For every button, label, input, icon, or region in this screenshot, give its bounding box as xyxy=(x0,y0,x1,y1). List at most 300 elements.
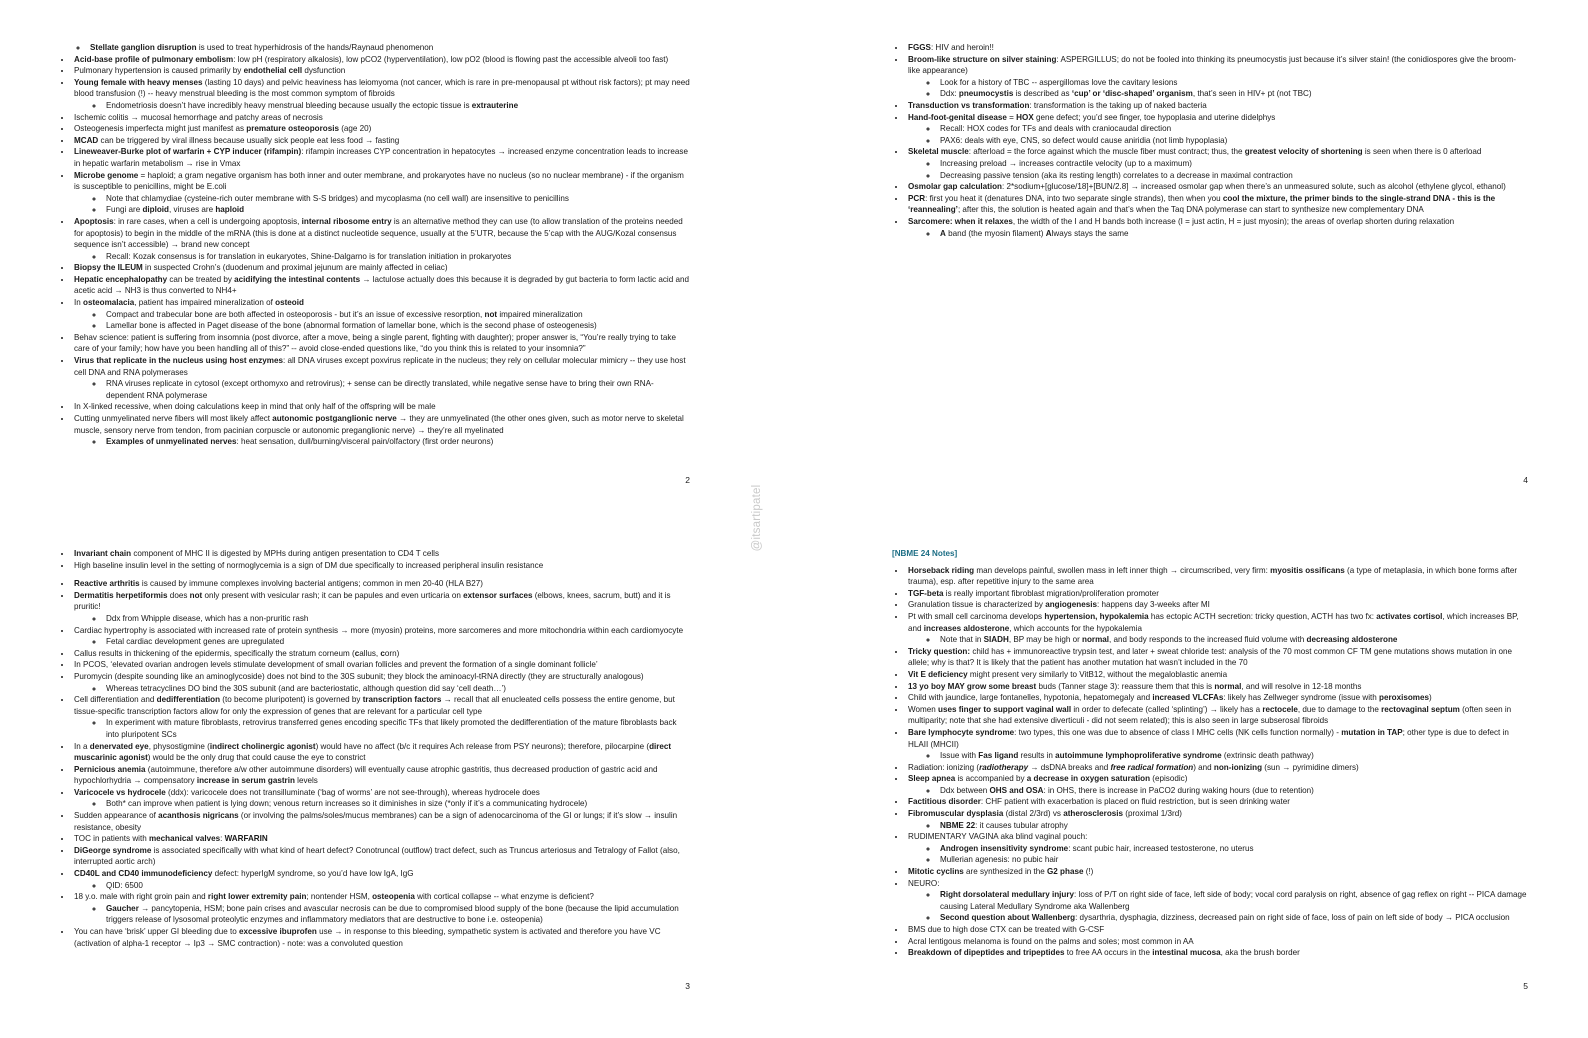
bold-term: 13 yo boy MAY grow some breast xyxy=(908,681,1037,691)
note-text: : first you heat it (denatures DNA, into two separate single strands), then when you xyxy=(925,193,1223,203)
note-text: is seen when there is 0 afterload xyxy=(1362,147,1482,157)
note-text: Radiation: ionizing ( xyxy=(908,762,980,772)
note-text: (proximal 1/3rd) xyxy=(1123,809,1182,819)
note-text: results in xyxy=(1018,751,1056,761)
bullet-item xyxy=(72,274,690,297)
note-text: Sudden appearance of xyxy=(74,811,159,821)
note-text: Cardiac hypertrophy is associated with increased rate of protein synthesis → more (myosin) proteins, more sarcomeres and more mitochondria within each cardiomyocyte xyxy=(74,625,684,635)
note-text: RUDIMENTARY VAGINA aka blind vaginal pouch: xyxy=(908,832,1088,842)
sub-bullet-item xyxy=(938,843,1528,855)
note-text: is associated specifically with what kind of heart defect? Conotruncal (outflow) tract defect, such as Truncus arteriosus and Tetralogy of Fallot (also, interrupted aortic arch) xyxy=(74,845,680,867)
bold-term: transcription factors xyxy=(362,695,442,705)
note-text: , the width of the I and H bands both increase (I = just actin, H = just myosin); the areas of overlap shorten during relaxation xyxy=(1012,216,1455,226)
bold-term: non-ionizing xyxy=(1213,762,1263,772)
note-text: dysfunction xyxy=(302,66,346,76)
note-text: does xyxy=(167,590,190,600)
bold-term: SIADH xyxy=(983,635,1009,645)
bullet-item xyxy=(906,866,1528,878)
sub-bullet-item xyxy=(938,889,1528,912)
note-text: BMS due to high dose CTX can be treated with G-CSF xyxy=(908,925,1105,934)
page-3 xyxy=(58,548,690,994)
bullet-item xyxy=(906,947,1528,959)
bold-term: DiGeorge syndrome xyxy=(74,845,152,855)
note-text: : two types, this one was due to absence of class I MHC cells (NK cells function normally) - xyxy=(1014,727,1342,737)
sub-bullet-item xyxy=(938,228,1528,240)
bold-term: Lineweaver-Burke plot of warfarin + CYP inducer (rifampin) xyxy=(74,147,302,157)
note-text: High baseline insulin level in the setting of normoglycemia is a sign of DM due specifically to increased peripheral insulin resistance xyxy=(74,560,544,570)
note-text: lways stays the same xyxy=(1051,228,1129,238)
bullet-item xyxy=(906,42,1528,54)
note-text: In xyxy=(74,298,83,308)
bold-term: Biopsy the ILEUM xyxy=(74,263,143,273)
note-text: has ectopic ACTH secretion: tricky question, ACTH has two fx: xyxy=(1148,611,1377,621)
note-text: , which increases BP, and xyxy=(908,611,1519,633)
bold-term: peroxisomes xyxy=(1379,693,1429,703)
note-text: , viruses are xyxy=(168,205,216,215)
page-number: 2 xyxy=(685,475,690,485)
note-text: : it causes tubular atrophy xyxy=(975,820,1068,830)
bullet-item xyxy=(906,831,1528,866)
note-text: (distal 2/3rd) vs xyxy=(1003,809,1064,819)
note-text: : heat sensation, dull/burning/visceral pain/olfactory (first order neurons) xyxy=(236,437,494,447)
note-text: is described as xyxy=(1013,89,1072,99)
note-text: Osteogenesis imperfecta might just manifest as xyxy=(74,124,247,134)
page-number: 4 xyxy=(1523,475,1528,485)
note-text: is really important fibroblast migration/proliferation promoter xyxy=(943,588,1160,598)
page-4 xyxy=(892,42,1528,488)
bold-term: internal ribosome entry xyxy=(301,216,392,226)
bold-term: c xyxy=(354,648,360,658)
note-text: ; after this, the solution is heated again and that’s when the Taq DNA polymerase can start to synthesize new complementary DNA xyxy=(957,205,1424,215)
sub-bullet-list xyxy=(74,436,690,448)
bold-term: MCAD xyxy=(74,135,99,145)
note-text: You can have ‘brisk’ upper GI bleeding due to xyxy=(74,927,239,936)
bold-term: Right dorsolateral medullary injury xyxy=(940,890,1075,900)
bold-term: Vit E deficiency xyxy=(908,669,968,679)
note-text: , that’s seen in HIV+ pt (not TBC) xyxy=(1192,89,1312,99)
bold-term: extensor surfaces xyxy=(463,590,533,600)
bullet-item xyxy=(72,297,690,332)
sub-bullet-list xyxy=(74,798,690,810)
bullet-item xyxy=(906,112,1528,147)
sub-bullet-item xyxy=(104,717,690,740)
note-text: Granulation tissue is characterized by xyxy=(908,600,1046,610)
bold-term: increases aldosterone xyxy=(923,623,1010,633)
note-text: → recall that all enucleated cells possess the entire genome, but tissue-specific transcription factors allow for only the expression of genes that are relevant for a particular cell type xyxy=(74,695,675,716)
sub-bullet-item xyxy=(938,912,1528,924)
page-number: 5 xyxy=(1523,981,1528,991)
bold-term: Sleep apnea xyxy=(908,774,956,784)
note-text: : in rare cases, when a cell is undergoing apoptosis, xyxy=(113,216,302,226)
note-text: (extrinsic death pathway) xyxy=(1221,751,1314,761)
note-text: : HIV and heroin!! xyxy=(930,43,994,52)
note-text: : loss of P/T on right side of face, left side of body; vocal cord paralysis on right, absence of gag reflex on right -- PICA damage causing Lateral Medullary Syndrome aka Wallenberg xyxy=(940,890,1527,911)
bullet-item xyxy=(72,764,690,787)
note-text: is caused by immune complexes involving bacterial antigens; common in men 20-40 (HLA B27) xyxy=(139,579,483,589)
note-text: QID: 6500 xyxy=(106,880,143,890)
bullet-item xyxy=(906,216,1528,239)
bullet-item xyxy=(906,646,1528,669)
watermark: @itsartipatel xyxy=(751,484,763,552)
bold-term: ‘cup’ or ‘disc-shaped’ organism xyxy=(1071,89,1193,99)
page-content xyxy=(892,42,1528,239)
note-text: Puromycin (despite sounding like an aminoglycoside) does not bind to the 30S subunit; they block the aminoacyl-tRNA directly (they are structurally analogous) xyxy=(74,671,644,681)
bold-term: Androgen insensitivity syndrome xyxy=(940,843,1069,853)
bold-term: uses finger to support vaginal wall xyxy=(938,704,1072,714)
bold-term: Dermatitis herpetiformis xyxy=(74,590,168,600)
note-text: (to become pluripotent) is governed by xyxy=(220,695,363,705)
sub-bullet-item xyxy=(938,158,1528,170)
bold-term: CD40L and CD40 immunodeficiency xyxy=(74,869,213,879)
note-text: Cell differentiation and xyxy=(74,695,157,705)
note-text: , and will resolve in 12-18 months xyxy=(1241,681,1362,691)
note-text: gene defect; you’d see finger, toe hypoplasia and uterine didelphys xyxy=(1033,112,1276,122)
bullet-item xyxy=(72,401,690,413)
bold-term: osteoid xyxy=(275,298,304,308)
bold-term: pneumocystis xyxy=(958,89,1014,99)
note-text: (a type of metaplasia, in which bone forms after trauma), esp. after repetitive injury to the same area xyxy=(908,565,1518,587)
bullet-item xyxy=(72,741,690,764)
bold-term: angiogenesis xyxy=(1045,600,1097,610)
sub-bullet-item xyxy=(104,683,690,695)
bullet-item xyxy=(906,878,1528,924)
bold-term: dedifferentiation xyxy=(156,695,221,705)
bold-term: indirect cholinergic agonist xyxy=(209,741,316,751)
bold-term: Varicocele vs hydrocele xyxy=(74,787,166,797)
bold-term: Skeletal muscle xyxy=(908,147,969,157)
sub-bullet-list xyxy=(908,843,1528,866)
sub-bullet-list xyxy=(74,378,690,401)
note-text: Mullerian agenesis: no pubic hair xyxy=(940,855,1059,865)
note-text: 18 y.o. male with right groin pain and xyxy=(74,892,208,902)
sub-bullet-item xyxy=(104,613,690,625)
note-text: in order to defecate (called ‘splinting’) → likely has a xyxy=(1071,704,1263,714)
bold-term: Young female with heavy menses xyxy=(74,77,203,87)
note-text: (!) xyxy=(1083,867,1094,877)
sub-bullet-list xyxy=(908,750,1528,762)
bullet-item xyxy=(72,332,690,355)
sub-bullet-list xyxy=(74,683,690,695)
bold-term: direct muscarinic agonist xyxy=(74,741,672,763)
sub-bullet-list xyxy=(908,123,1528,146)
note-text: Acral lentigous melanoma is found on the palms and soles; most common in AA xyxy=(908,936,1194,946)
bullet-item xyxy=(906,181,1528,193)
note-text: Lamellar bone is affected in Paget disease of the bone (abnormal formation of lamellar bone, which is the second phase of osteogenesis) xyxy=(106,321,597,331)
bold-term: c xyxy=(380,648,385,658)
sub-bullet-list xyxy=(908,820,1528,832)
note-text: Women xyxy=(908,704,938,714)
sub-bullet-list xyxy=(74,309,690,332)
bullet-item xyxy=(72,548,690,560)
note-text: → they are unmyelinated (the other ones given, such as motor nerve to skeletal muscle, sensory nerve from tendon, from pacinian corpuscle or autonomic preganglionic nerve) → they’re all myelinated xyxy=(74,414,684,435)
note-text: , and body responds to the increased fluid volume with xyxy=(1109,635,1307,645)
note-text: Increasing preload → increases contractile velocity (up to a maximum) xyxy=(940,158,1192,168)
page-2 xyxy=(58,42,690,488)
bold-term: atherosclerosis xyxy=(1063,809,1124,819)
sub-bullet-item xyxy=(938,77,1528,89)
note-text: Callus results in thickening of the epidermis, specifically the stratum corneum ( xyxy=(74,648,355,658)
note-text: Endometriosis doesn’t have incredibly heavy menstrual bleeding because usually the ectopic tissue is xyxy=(106,100,472,110)
sub-bullet-item xyxy=(104,251,690,263)
note-text: Whereas tetracyclines DO bind the 30S subunit (and are bacteriostatic, although question did say ‘cell death…’) xyxy=(106,683,506,693)
bold-term: not xyxy=(189,590,203,600)
note-text: : all DNA viruses except poxvirus replicate in the nucleus; they rely on cellular molecular mimicry -- they use host cell DNA and RNA polymerases xyxy=(74,356,686,377)
note-text: use → in response to this bleeding, sympathetic system is activated and therefore you have VC (activation of alpha-1 receptor → Ip3 → SMC contraction) - note: was a convoluted question xyxy=(74,927,661,948)
note-text: impaired mineralization xyxy=(497,309,583,319)
note-text: Ddx: xyxy=(940,89,959,99)
bold-term: HOX xyxy=(1016,112,1034,122)
note-text: ) and xyxy=(1193,762,1214,772)
note-text: : dysarthria, dysphagia, dizziness, decreased pain on right side of face, loss of pain on left side of body → PICA occlusion xyxy=(1075,913,1510,923)
sub-bullet-item xyxy=(104,320,690,332)
bullet-list xyxy=(58,548,690,949)
bold-term: activates cortisol xyxy=(1376,611,1443,621)
sub-bullet-item xyxy=(938,634,1528,646)
bullet-item xyxy=(906,936,1528,948)
bold-term: cool the mixture, the primer binds to the single-strand DNA - this is the ‘reannealing’ xyxy=(908,193,1496,215)
emphasis-term: radiotherapy xyxy=(979,762,1029,772)
bullet-item xyxy=(906,681,1528,693)
sub-bullet-item xyxy=(104,193,690,205)
note-text: Cutting unmyelinated nerve fibers will most likely affect xyxy=(74,414,273,423)
note-text: (often seen in multiparity; note that she had extensive diverticuli - did not seem related); this is also seen in large subserosal fibroids xyxy=(908,704,1512,726)
note-text: : happens day 3-weeks after MI xyxy=(1096,600,1210,610)
bold-term: Gaucher xyxy=(106,903,139,913)
sub-bullet-item xyxy=(938,820,1528,832)
sub-bullet-list xyxy=(58,42,690,54)
bold-term: diploid xyxy=(142,205,169,215)
bullet-item xyxy=(72,65,690,77)
bullet-list xyxy=(58,54,690,448)
note-text: allus, xyxy=(359,648,381,658)
sub-bullet-list xyxy=(908,77,1528,100)
bullet-item xyxy=(906,796,1528,808)
note-text: (ddx): varicocele does not transilluminate (‘bag of worms’ are not see-through), whereas hydrocele does xyxy=(165,787,540,797)
note-text: ) xyxy=(1428,693,1432,703)
bold-term: Reactive arthritis xyxy=(74,579,140,589)
note-text: Look for a history of TBC -- aspergillomas love the cavitary lesions xyxy=(940,77,1178,87)
note-text: : likely has Zellweger syndrome (issue with xyxy=(1223,693,1380,703)
page-content xyxy=(58,42,690,448)
bold-term: Bare lymphocyte syndrome xyxy=(908,727,1015,737)
note-text: levels xyxy=(294,776,318,786)
bold-term: endothelial cell xyxy=(243,66,303,76)
note-text: (lasting 10 days) and pelvic heaviness has leiomyoma (not cancer, which is rare in pre-menopausal pt without risk factors); pt may need blood transfusion (!) -- heavy menstrual bleeding is the most common symptom of fibroids xyxy=(74,77,690,99)
bullet-item xyxy=(72,868,690,891)
sub-bullet-list xyxy=(74,717,690,740)
bold-term: denervated eye xyxy=(89,741,149,751)
sub-bullet-item xyxy=(104,636,690,648)
sub-bullet-item xyxy=(104,378,690,401)
sub-bullet-item xyxy=(938,750,1528,762)
bullet-item xyxy=(906,599,1528,611)
bullet-item xyxy=(906,727,1528,762)
bullet-item xyxy=(72,625,690,648)
bold-term: normal xyxy=(1214,681,1242,691)
bullet-item xyxy=(906,611,1528,646)
sub-bullet-item xyxy=(938,88,1528,100)
note-text: → dsDNA breaks and xyxy=(1028,762,1111,772)
bullet-item xyxy=(72,54,690,66)
note-text: defect: hyperIgM syndrome, so you’d have low IgA, IgG xyxy=(212,869,414,879)
bullet-item xyxy=(906,692,1528,704)
bullet-item xyxy=(72,926,690,949)
bullet-item xyxy=(906,762,1528,774)
bullet-item xyxy=(72,170,690,216)
note-text: : afterload = the force against which the muscle fiber must contract; thus, the xyxy=(968,147,1245,157)
note-text: → pancytopenia, HSM; bone pain crises and avascular necrosis can be due to compromised blood supply of the bone (because the lipid accumulation triggers release of lysosomal proteolytic enzymes and inflammatory mediators that are destructive to bone i.e. osteopenia) xyxy=(106,903,679,925)
bold-term: Second question about Wallenberg xyxy=(940,913,1076,923)
bold-term: NBME 22 xyxy=(940,820,976,830)
note-text: are synthesized in the xyxy=(963,867,1048,877)
bold-term: hypertension, hypokalemia xyxy=(1044,611,1149,621)
sub-bullet-item xyxy=(104,100,690,112)
bold-term: Factitious disorder xyxy=(908,797,981,807)
sub-bullet-list xyxy=(74,903,690,926)
sub-bullet-list xyxy=(74,193,690,216)
bold-term: rectovaginal septum xyxy=(1381,704,1460,714)
bullet-item xyxy=(72,413,690,448)
bold-term: Acid-base profile of pulmonary embolism xyxy=(74,54,234,64)
bold-term: Sarcomere: when it relaxes xyxy=(908,216,1013,226)
note-text: buds (Tanner stage 3): reassure them that this is xyxy=(1036,681,1215,691)
note-text: Note that in xyxy=(940,635,984,645)
note-text: In PCOS, ‘elevated ovarian androgen levels stimulate development of small ovarian follicles and prevent the formation of a single dominant follicle’ xyxy=(74,660,598,670)
note-text: to free AA occurs in the xyxy=(1064,948,1153,958)
bullet-item xyxy=(72,845,690,868)
bold-term: premature osteoporosis xyxy=(246,124,339,134)
note-text: Note that chlamydiae (cysteine-rich outer membrane with S-S bridges) and mycoplasma (no cell wall) are insensitive to penicillins xyxy=(106,193,569,203)
bullet-item xyxy=(906,808,1528,831)
bold-term: normal xyxy=(1082,635,1110,645)
sub-bullet-item xyxy=(938,123,1528,135)
bold-term: decreasing aldosterone xyxy=(1306,635,1398,645)
bullet-list xyxy=(892,565,1528,959)
note-text: : rifampin increases CYP concentration in hepatocytes → increased enzyme concentration leads to increase in hepatic warfarin metabolism → rise in Vmax xyxy=(74,147,688,168)
bullet-item xyxy=(906,588,1528,600)
bold-term: Tricky question: xyxy=(908,646,971,656)
bold-term: acidifying the intestinal contents xyxy=(234,274,361,284)
bold-term: Fibromuscular dysplasia xyxy=(908,809,1004,819)
note-text: Fetal cardiac development genes are upregulated xyxy=(106,637,285,647)
note-text: is accompanied by xyxy=(955,774,1027,784)
bold-term: Microbe genome xyxy=(74,170,139,180)
sub-bullet-list xyxy=(908,634,1528,646)
note-text: Pulmonary hypertension is caused primarily by xyxy=(74,66,244,76)
bold-term: increased VLCFAs xyxy=(1152,693,1224,703)
bold-term: rectocele xyxy=(1262,704,1298,714)
bold-term: Transduction vs transformation xyxy=(908,100,1030,110)
bullet-item xyxy=(72,833,690,845)
note-text: Recall: Kozak consensus is for translation in eukaryotes, Shine-Dalgarno is for translation initiation in prokaryotes xyxy=(106,251,512,261)
bullet-item xyxy=(72,787,690,810)
bold-term: extrauterine xyxy=(471,100,519,110)
note-text: = haploid; a gram negative organism has both inner and outer membrane, and prokaryotes have no nucleus (so no nuclear membrane) - if the organism is susceptible to penicillins, might be E.coli xyxy=(74,170,684,192)
bold-term: Apoptosis xyxy=(74,216,114,226)
sub-bullet-list xyxy=(74,636,690,648)
bullet-item xyxy=(72,659,690,671)
bold-term: not xyxy=(484,309,498,319)
bold-term: WARFARIN xyxy=(224,834,268,844)
note-text: NEURO: xyxy=(908,878,940,888)
bold-term: right lower extremity pain xyxy=(207,892,307,902)
bullet-item xyxy=(72,112,690,124)
bold-term: Virus that replicate in the nucleus using host enzymes xyxy=(74,356,283,366)
bullet-item xyxy=(72,590,690,625)
note-text: : ASPERGILLUS; do not be fooled into thinking its pneumocystis just because it’s silver stain! (the conidiospores give the broom-like appearance) xyxy=(908,54,1517,76)
note-text: can be triggered by viral illness because usually sick people eat less food → fasting xyxy=(98,135,400,145)
note-text: Ddx from Whipple disease, which has a non-pruritic rash xyxy=(106,613,309,623)
note-text: Fungi are xyxy=(106,205,143,215)
note-text: , due to damage to the xyxy=(1297,704,1382,714)
bold-term: Osmolar gap calculation xyxy=(908,182,1003,192)
bold-term: A xyxy=(1045,228,1052,238)
sub-bullet-list xyxy=(74,251,690,263)
note-text: only present with vesicular rash; it can be papules and even urticaria on xyxy=(202,590,464,600)
note-text: band (the myosin filament) xyxy=(945,228,1046,238)
sub-bullet-item xyxy=(104,903,690,926)
note-text: can be treated by xyxy=(167,274,235,284)
bold-term: excessive ibuprofen xyxy=(239,927,317,936)
note-text: Compact and trabecular bone are both affected in osteoporosis - but it’s an issue of excessive resorption, xyxy=(106,309,485,319)
note-text: : CHF patient with exacerbation is placed on fluid restriction, but is seen drinking water xyxy=(980,797,1290,807)
bullet-list xyxy=(892,42,1528,239)
bold-term: Broom-like structure on silver staining xyxy=(908,54,1057,64)
note-text: (autoimmune, therefore a/w other autoimmune disorders) will eventually cause atrophic gastritis, thus decreased production of gastric acid and hypochlorhydria → compensatory xyxy=(74,764,658,786)
page-5 xyxy=(892,548,1528,994)
bold-term: Fas ligand xyxy=(978,751,1019,761)
sub-bullet-list xyxy=(74,100,690,112)
bullet-item xyxy=(72,77,690,112)
bullet-item xyxy=(72,123,690,135)
note-text: with cortical collapse -- what enzyme is deficient? xyxy=(414,892,594,902)
sub-bullet-list xyxy=(908,158,1528,181)
sub-bullet-list xyxy=(908,785,1528,797)
note-text: Ischemic colitis → mucosal hemorrhage and patchy areas of necrosis xyxy=(74,112,323,122)
bullet-item xyxy=(72,694,690,740)
bold-term: A xyxy=(940,228,946,238)
note-text: is used to treat hyperhidrosis of the hands/Raynaud phenomenon xyxy=(196,43,434,52)
bold-term: Hepatic encephalopathy xyxy=(74,274,168,284)
note-text: (sun → pyrimidine dimers) xyxy=(1262,762,1359,772)
note-text: = xyxy=(1006,112,1017,122)
bullet-item xyxy=(906,565,1528,588)
note-text: Ddx between xyxy=(940,785,990,795)
bullet-item xyxy=(72,671,690,694)
bold-term: acanthosis nigricans xyxy=(158,811,239,821)
page-content xyxy=(58,548,690,949)
note-text: , which accounts for the hypokalemia xyxy=(1009,623,1142,633)
note-text: In X-linked recessive, when doing calculations keep in mind that only half of the offspring will be male xyxy=(74,402,436,412)
note-text: , physostigmine ( xyxy=(148,741,210,751)
note-text: is an alternative method they can use (to allow translation of the proteins needed for apoptosis) to begin in the middle of the mRNA (this is done at a distinct nucleotide sequence, usually at the 5’UTR, because the 5’cap with the AUG/Kozal consensus sequence isn’t accessible) → brand new concept xyxy=(74,216,683,250)
note-text: → lactulose actually does this because it is degraded by gut bacteria to form lactic acid and acetic acid → NH3 is thus converted to NH4+ xyxy=(74,274,689,296)
note-text: (episodic) xyxy=(1150,774,1188,784)
bold-term: Invariant chain xyxy=(74,549,132,558)
note-text: , BP may be high or xyxy=(1008,635,1083,645)
bold-term: OHS and OSA xyxy=(989,785,1044,795)
bullet-item xyxy=(72,355,690,401)
note-text: man develops painful, swollen mass in left inner thigh → circumscribed, very firm: xyxy=(974,565,1271,575)
sub-bullet-item xyxy=(938,785,1528,797)
bold-term: mechanical valves xyxy=(148,834,221,844)
note-text: TOC in patients with xyxy=(74,834,149,844)
bullet-item xyxy=(906,54,1528,100)
note-text: Both* can improve when patient is lying down; venous return increases so it diminishes in size (*only if it’s a communicating hydrocele) xyxy=(106,799,588,809)
sub-bullet-list xyxy=(908,889,1528,924)
note-text: RNA viruses replicate in cytosol (except orthomyxo and retrovirus); + sense can be directly translated, while negative sense have to bring their own RNA-dependent RNA polymerase xyxy=(106,379,654,400)
bold-term: increase in serum gastrin xyxy=(196,776,295,786)
